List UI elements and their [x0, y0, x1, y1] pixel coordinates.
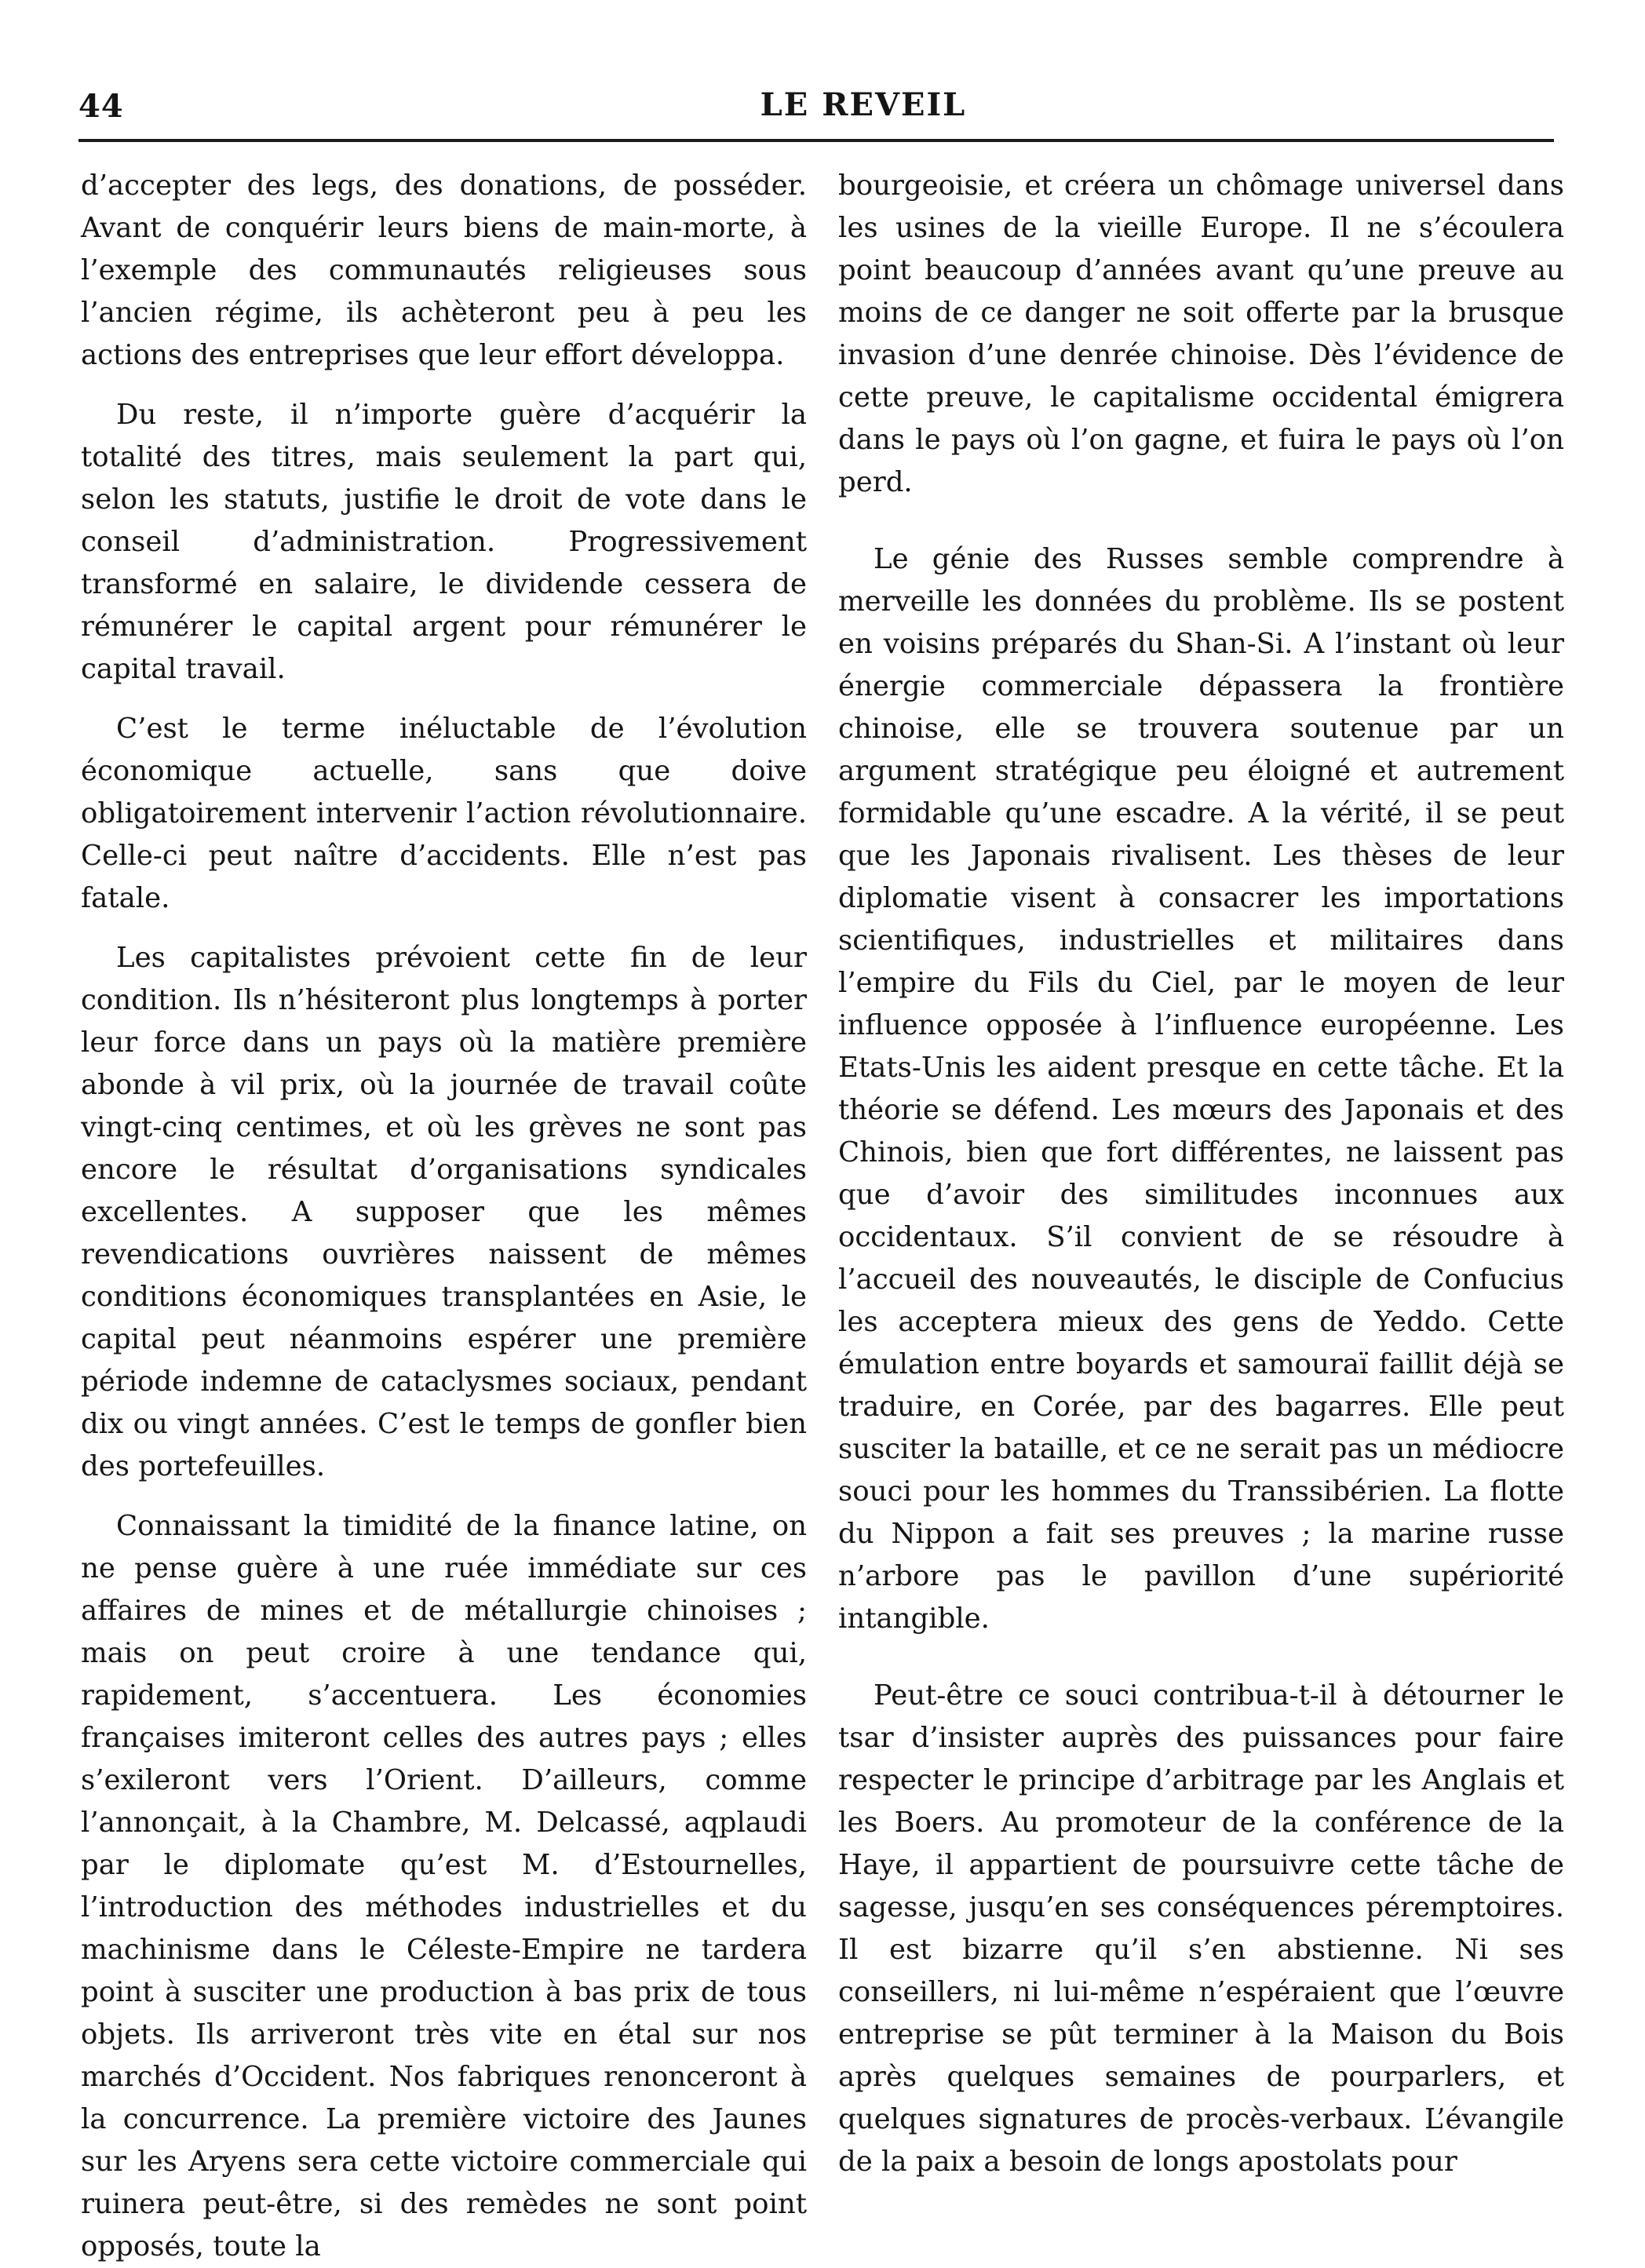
- paragraph: Peut-être ce souci contribua-t-il à détourner le tsar d’insister auprès des puissances pour faire respecter le principe d’arbitrage par les Anglais et les Boers. Au promoteur de la conférence de la Haye, il appartient de poursuivre cette tâche de sagesse, jusqu’en ses conséquences péremptoires. Il est bizarre qu’il s’en abstienne. Ni ses conseillers, ni lui-même n’espéraient que l’œuvre entreprise se pût terminer à la Maison du Bois après quelques semaines de pourparlers, et quelques signatures de procès-verbaux. L’évangile de la paix a besoin de longs apostolats pour: [838, 1679, 1564, 2178]
- page-number: 44: [78, 88, 124, 125]
- journal-title: LE REVEIL: [760, 86, 967, 123]
- paragraph: Les capitalistes prévoient cette fin de leur condition. Ils n’hésiteront plus longtemps à porter leur force dans un pays où la matière première abonde à vil prix, où la journée de travail coûte vingt-cinq centimes, et où les grèves ne sont pas encore le résultat d’organisations syndicales excellentes. A supposer que les mêmes revendications ouvrières naissent de mêmes conditions économiques transplantées en Asie, le capital peut néanmoins espérer une première période indemne de cataclysmes sociaux, pendant dix ou vingt années. C’est le temps de gonfler bien des portefeuilles.: [81, 942, 807, 1482]
- paragraph: d’accepter des legs, des donations, de posséder. Avant de conquérir leurs biens de main-morte, à l’exemple des communautés religieuses sous l’ancien régime, ils achèteront peu à peu les actions des entreprises que leur effort développa.: [81, 170, 807, 371]
- paragraph: Du reste, il n’importe guère d’acquérir la totalité des titres, mais seulement la part qui, selon les statuts, justifie le droit de vote dans le conseil d’administration. Progressivement transformé en salaire, le dividende cessera de rémunérer le capital argent pour rémunérer le capital travail.: [81, 399, 807, 685]
- right-column: [838, 165, 1564, 2183]
- paragraph: bourgeoisie, et créera un chômage universel dans les usines de la vieille Europe. Il ne s’écoulera point beaucoup d’années avant qu’une preuve au moins de ce danger ne soit offerte par la brusque invasion d’une denrée chinoise. Dès l’évidence de cette preuve, le capitalisme occidental émigrera dans le pays où l’on gagne, et fuira le pays où l’on perd.: [838, 170, 1564, 498]
- left-column: [81, 165, 807, 2268]
- running-head: [78, 78, 1554, 133]
- paragraph: Le génie des Russes semble comprendre à merveille les données du problème. Ils se postent en voisins préparés du Shan-Si. A l’instant où leur énergie commerciale dépassera la frontière chinoise, elle se trouvera soutenue par un argument stratégique peu éloigné et autrement formidable qu’une escadre. A la vérité, il se peut que les Japonais rivalisent. Les thèses de leur diplomatie visent à consacrer les importations scientifiques, industrielles et militaires dans l’empire du Fils du Ciel, par le moyen de leur influence opposée à l’influence européenne. Les Etats-Unis les aident presque en cette tâche. Et la théorie se défend. Les mœurs des Japonais et des Chinois, bien que fort différentes, ne laissent pas que d’avoir des similitudes inconnues aux occidentaux. S’il convient de se résoudre à l’accueil des nouveautés, le disciple de Confucius les acceptera mieux des gens de Yeddo. Cette émulation entre boyards et samouraï faillit déjà se traduire, en Corée, par des bagarres. Elle peut susciter la bataille, et ce ne serait pas un médiocre souci pour les hommes du Transsibérien. La flotte du Nippon a fait ses preuves ; la marine russe n’arbore pas le pavillon d’une supériorité intangible.: [838, 543, 1564, 1635]
- paragraph: Connaissant la timidité de la finance latine, on ne pense guère à une ruée immédiate sur ces affaires de mines et de métallurgie chinoises ; mais on peut croire à une tendance qui, rapidement, s’accentuera. Les économies françaises imiteront celles des autres pays ; elles s’exileront vers l’Orient. D’ailleurs, comme l’annonçait, à la Chambre, M. Delcassé, aqplaudi par le diplomate qu’est M. d’Estournelles, l’introduction des méthodes industrielles et du machinisme dans le Céleste-Empire ne tardera point à susciter une production à bas prix de tous objets. Ils arriveront très vite en étal sur nos marchés d’Occident. Nos fabriques renonceront à la concurrence. La première victoire des Jaunes sur les Aryens sera cette victoire commerciale qui ruinera peut-être, si des remèdes ne sont point opposés, toute la: [81, 1510, 807, 2263]
- paragraph: C’est le terme inéluctable de l’évolution économique actuelle, sans que doive obligatoirement intervenir l’action révolutionnaire. Celle-ci peut naître d’accidents. Elle n’est pas fatale.: [81, 713, 807, 914]
- header-rule: [78, 139, 1554, 142]
